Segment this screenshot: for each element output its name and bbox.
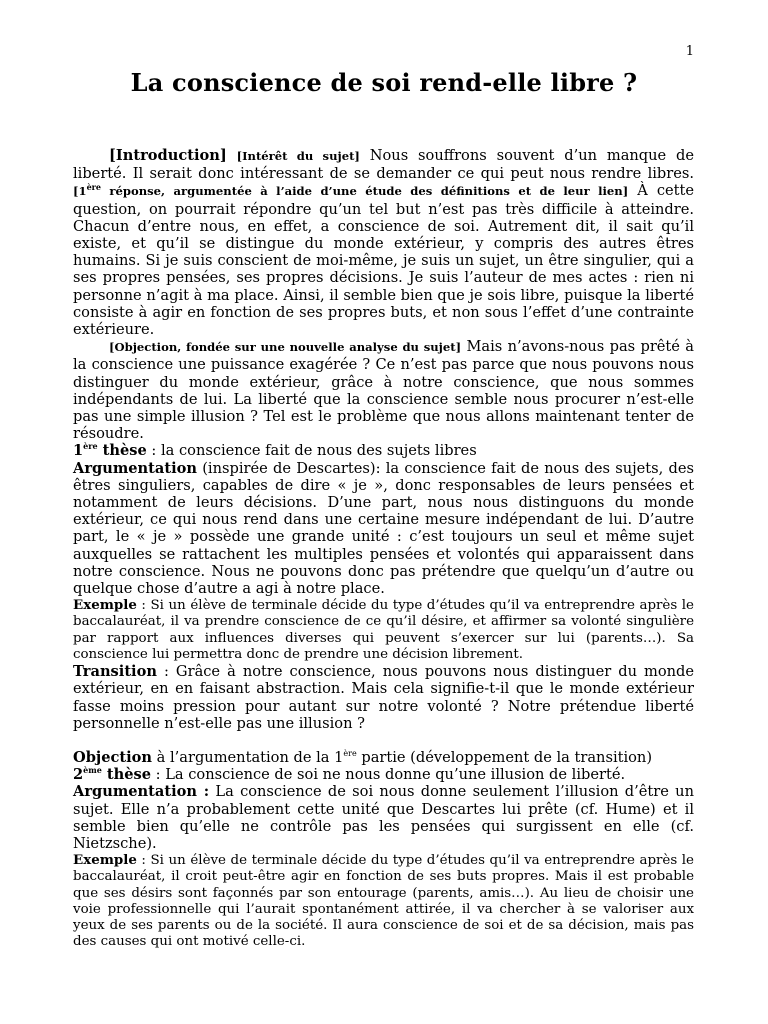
transition-label: Transition [73, 663, 157, 681]
thesis-1-text: : la conscience fait de nous des sujets libres [146, 442, 477, 460]
blank-line [73, 732, 694, 749]
thesis-2 [73, 766, 694, 783]
thesis-1 [73, 442, 694, 459]
example-1 [73, 597, 694, 663]
thesis-2-text: : La conscience de soi ne nous donne qu’une illusion de liberté. [151, 766, 626, 784]
argumentation-1-label: Argumentation [73, 459, 197, 477]
thesis-1-label: 1ère thèse [73, 441, 147, 460]
first-answer-text: À cette question, on pourrait répondre qu’un tel but n’est pas très difficile à atteindre. Chacun d’entre nous, en effet, a conscience de soi. Autrement dit, il sait qu’il existe, et qu’il se distingue du monde extérieur, y compris des autres êtres humains. Si je suis conscient de moi-même, je suis un sujet, un être singulier, qui a ses propres pensées, ses propres décisions. Je suis l’auteur de mes actes : rien ni personne n’agit à ma place. Ainsi, il semble bien que je sois libre, puisque la liberté consiste à agir en fonction de ses propres buts, et non sous l’effet d’une contrainte extérieure. [73, 182, 694, 339]
page-number: 1 [685, 44, 694, 59]
first-answer-tag: [1ère réponse, argumentée à l’aide d’une étude des définitions et de leur lien] [73, 182, 629, 199]
example-1-label: Exemple [73, 597, 137, 614]
interest-text: Nous souffrons souvent d’un manque de liberté. Il serait donc intéressant de se demander ce qui peut nous rendre libres. [73, 147, 694, 183]
argumentation-2-text: La conscience de soi nous donne seulement l’illusion d’être un sujet. Elle n’a probablement cette unité que Descartes lui prête (cf. Hume) et il semble bien qu’elle ne contrôle pas les pensées qui surgissent en elle (cf. Nietzsche). [73, 783, 694, 852]
transition-paragraph [73, 663, 694, 732]
objection-intro-tag: [Objection, fondée sur une nouvelle analyse du sujet] [109, 340, 462, 355]
objection-intro-paragraph [73, 338, 694, 442]
introduction-paragraph [73, 147, 694, 338]
objection-intro-text: Mais n’avons-nous pas prêté à la conscience une puissance exagérée ? Ce n’est pas parce que nous pouvons nous distinguer du monde extérieur, grâce à notre conscience, que nous sommes indépendants de lui. La liberté que la conscience semble nous procurer n’est-elle pas une simple illusion ? Tel est le problème que nous allons maintenant tenter de résoudre. [73, 338, 694, 443]
argumentation-1-text: (inspirée de Descartes): la conscience fait de nous des sujets, des êtres singuliers, capables de dire « je », donc responsables de leurs pensées et notamment de leurs décisions. D’une part, nous nous distinguons du monde extérieur, ce qui nous rend dans une certaine mesure indépendant de lui. D’autre part, le « je » possède une grande unité : c’est toujours un seul et même sujet auxquelles se rattachent les multiples pensées et volontés qui apparaissent dans notre conscience. Nous ne pouvons donc pas prétendre que quelqu’un d’autre ou quelque chose d’autre a agi à notre place. [73, 459, 694, 598]
example-1-text: : Si un élève de terminale décide du type d’études qu’il va entreprendre après le baccalauréat, il va prendre conscience de ce qu’il désire, et affirmer sa volonté singulière par rapport aux influences diverses qui peuvent s’exercer sur lui (parents…). Sa conscience lui permettra donc de prendre une décision librement. [73, 598, 694, 662]
introduction-label: [Introduction] [109, 147, 227, 164]
transition-text: : Grâce à notre conscience, nous pouvons nous distinguer du monde extérieur, en en faisant abstraction. Mais cela signifie-t-il que le monde extérieur fasse moins pression pour autant sur notre volonté ? Notre prétendue liberté personnelle n’est-elle pas une illusion ? [73, 663, 694, 732]
thesis-2-label: 2ème thèse [73, 765, 152, 784]
document-body [73, 147, 694, 950]
objection-paragraph: Objection à l’argumentation de la 1ère partie (développement de la transition) [73, 748, 653, 766]
argumentation-2 [73, 783, 694, 852]
objection-label: Objection [73, 748, 152, 766]
example-2-label: Exemple [73, 852, 137, 869]
example-2-text: : Si un élève de terminale décide du type d’études qu’il va entreprendre après le baccalauréat, il croit peut-être agir en fonction de ses buts propres. Mais il est probable que ses désirs sont façonnés par son entourage (parents, amis…). Au lieu de choisir une voie professionnelle qui l’aurait spontanément attirée, il va chercher à se valoriser aux yeux de ses parents ou de la société. Il aura conscience de soi et de sa décision, mais pas des causes qui ont motivé celle-ci. [73, 853, 694, 950]
argumentation-2-label: Argumentation : [73, 783, 210, 801]
interest-tag: [Intérêt du sujet] [236, 149, 360, 163]
argumentation-1 [73, 460, 694, 598]
example-2 [73, 852, 694, 950]
page-title: La conscience de soi rend-elle libre ? [130, 68, 638, 97]
